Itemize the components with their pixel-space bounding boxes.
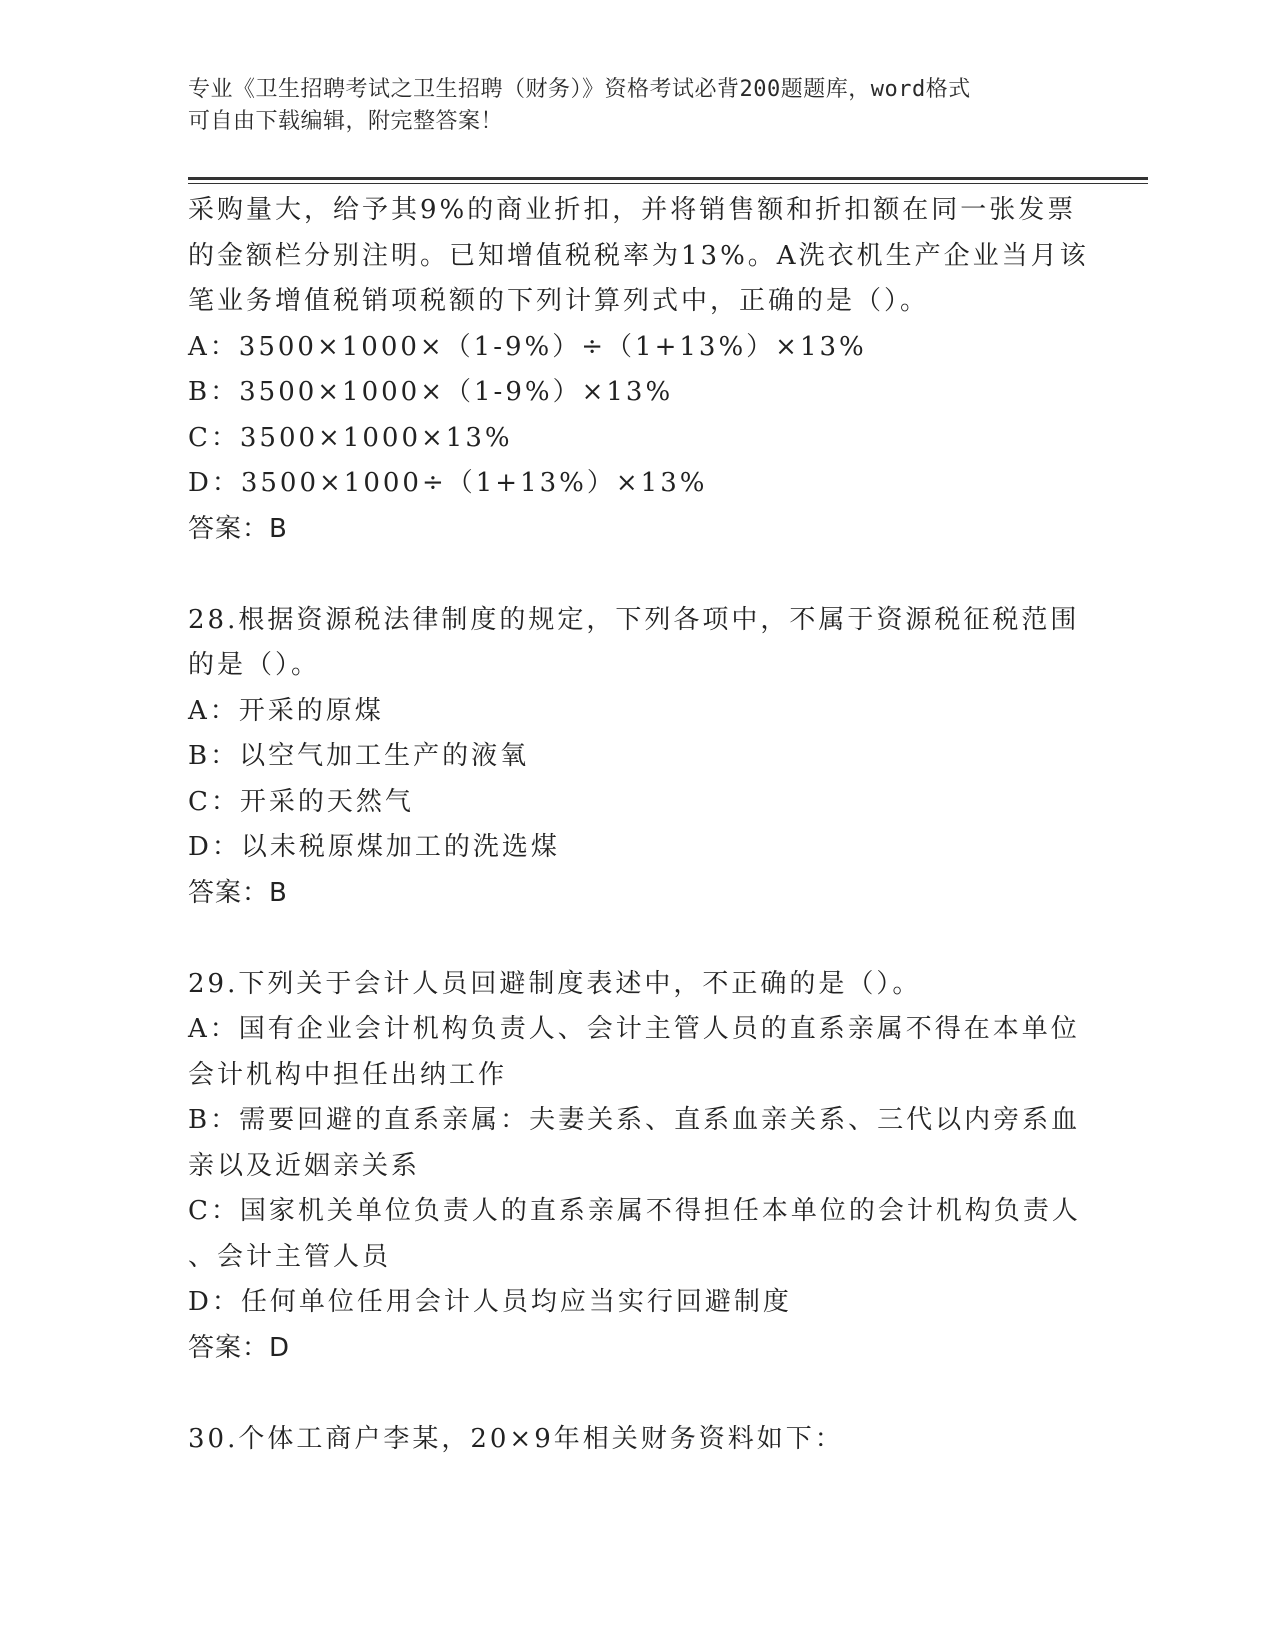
spacer bbox=[188, 552, 1068, 598]
question-28 bbox=[188, 598, 1080, 917]
question-30 bbox=[188, 1417, 1068, 1463]
header-divider-thin bbox=[188, 183, 1148, 184]
header-divider-thick bbox=[188, 177, 1148, 180]
question-29-option-c-line-1: C：国家机关单位负责人的直系亲属不得担任本单位的会计机构负责人 bbox=[188, 1196, 1081, 1226]
question-27-answer: 答案：B bbox=[188, 513, 288, 544]
question-content bbox=[188, 188, 1089, 1462]
question-29 bbox=[188, 962, 1081, 1372]
question-29-option-c-line-2: 、会计主管人员 bbox=[188, 1241, 392, 1272]
question-28-answer: 答案：B bbox=[188, 877, 288, 908]
question-30-line-1: 30.个体工商户李某，20×9年相关财务资料如下： bbox=[188, 1423, 844, 1454]
question-28-option-c: C：开采的天然气 bbox=[188, 786, 414, 817]
question-27-line-3: 笔业务增值税销项税额的下列计算列式中，正确的是（）。 bbox=[188, 286, 930, 316]
question-27-option-c: C：3500×1000×13% bbox=[188, 422, 513, 453]
question-29-line-1: 29.下列关于会计人员回避制度表述中，不正确的是（）。 bbox=[188, 968, 922, 999]
question-29-option-b-line-2: 亲以及近姻亲关系 bbox=[188, 1150, 421, 1181]
question-28-option-a: A：开采的原煤 bbox=[188, 695, 384, 726]
question-28-option-d: D：以未税原煤加工的洗选煤 bbox=[188, 832, 560, 862]
question-27 bbox=[188, 188, 1089, 552]
document-header bbox=[188, 74, 1068, 138]
spacer bbox=[188, 1371, 1068, 1417]
question-27-option-b: B：3500×1000×（1-9%）×13% bbox=[188, 377, 674, 407]
header-line-1: 专业《卫生招聘考试之卫生招聘（财务）》资格考试必背200题题库，word格式 bbox=[188, 77, 971, 102]
question-27-line-2: 的金额栏分别注明。已知增值税税率为13%。A洗衣机生产企业当月该 bbox=[188, 240, 1089, 271]
question-28-line-2: 的是（）。 bbox=[188, 650, 321, 680]
question-27-line-1: 采购量大，给予其9%的商业折扣，并将销售额和折扣额在同一张发票 bbox=[188, 195, 1077, 225]
question-29-option-a-line-2: 会计机构中担任出纳工作 bbox=[188, 1059, 508, 1090]
question-29-option-d: D：任何单位任用会计人员均应当实行回避制度 bbox=[188, 1287, 792, 1317]
question-29-option-b-line-1: B：需要回避的直系亲属：夫妻关系、直系血亲关系、三代以内旁系血 bbox=[188, 1105, 1081, 1135]
header-line-2: 可自由下载编辑，附完整答案！ bbox=[188, 109, 504, 134]
question-29-option-a-line-1: A：国有企业会计机构负责人、会计主管人员的直系亲属不得在本单位 bbox=[188, 1014, 1080, 1044]
question-28-line-1: 28.根据资源税法律制度的规定，下列各项中，不属于资源税征税范围 bbox=[188, 604, 1080, 635]
question-29-answer: 答案：D bbox=[188, 1332, 291, 1363]
spacer bbox=[188, 916, 1068, 962]
question-27-option-a: A：3500×1000×（1-9%）÷（1+13%）×13% bbox=[188, 331, 867, 362]
question-28-option-b: B：以空气加工生产的液氧 bbox=[188, 741, 530, 771]
question-27-option-d: D：3500×1000÷（1+13%）×13% bbox=[188, 468, 708, 498]
